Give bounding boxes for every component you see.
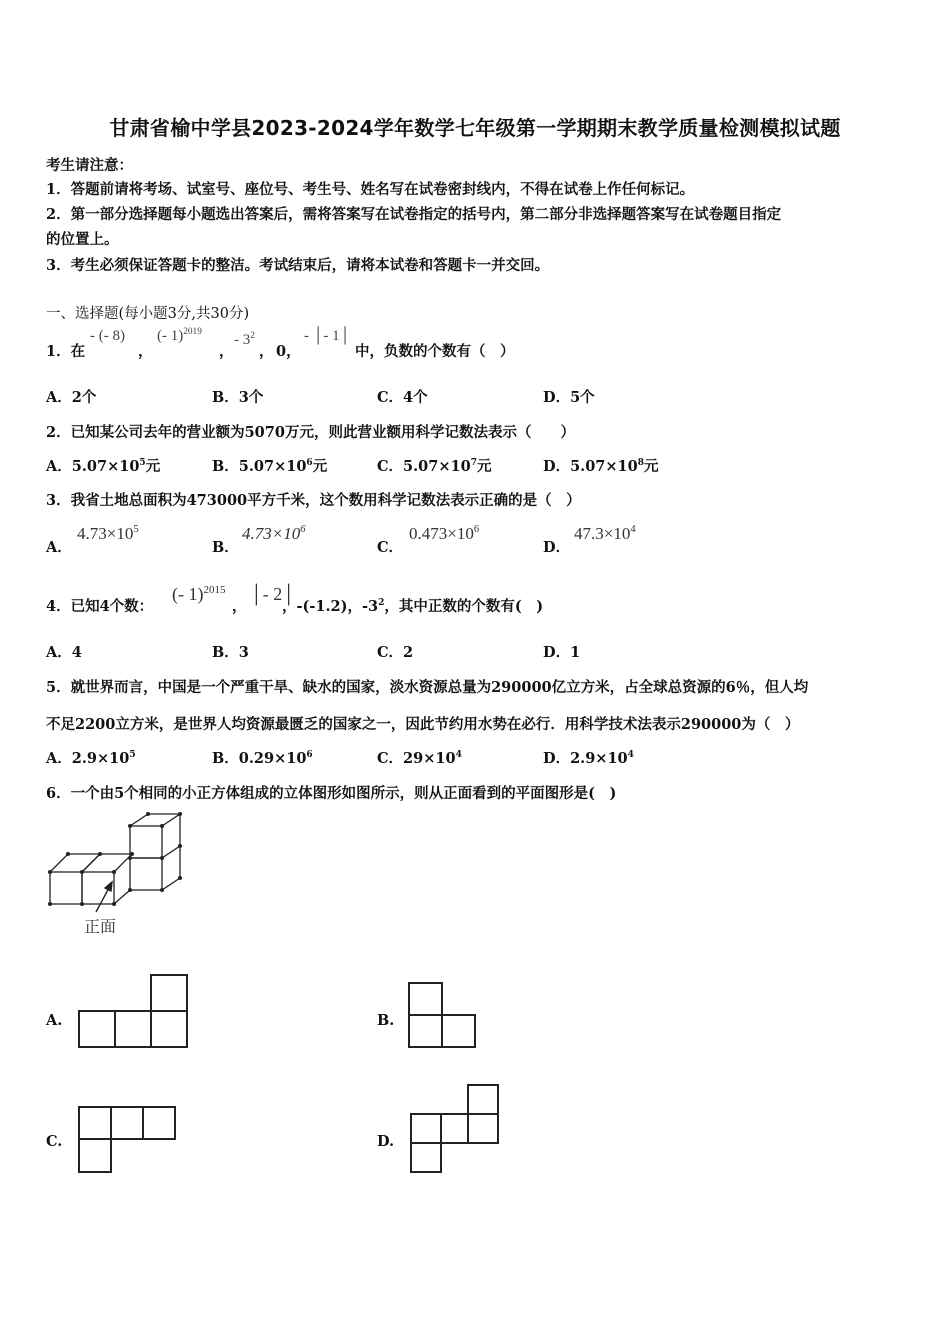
q6-figure-label: 正面 (84, 917, 117, 936)
q6-option-a-label[interactable]: A. (46, 1012, 63, 1029)
section-heading: 一、选择题(每小题3分,共30分) (46, 306, 250, 322)
q1-sep-2: ， (219, 343, 234, 360)
q3-option-b-value: $4.73\times 10^6$ (242, 524, 306, 543)
q4-sep-1: ， (232, 598, 247, 615)
q2-option-b[interactable]: B．$5.07\times 10^6$元 (212, 458, 328, 475)
q5-option-c[interactable]: C．$29\times 10^4$ (377, 750, 462, 767)
q3-stem: 3．我省土地总面积为473000平方千米，这个数用科学记数法表示正确的是（ ） (46, 492, 581, 509)
q1-expr-5: - │- 1│ (304, 328, 351, 344)
q6-option-c-figure[interactable] (76, 1104, 180, 1176)
q1-expr-2: (- 1)$^{2019}$ (157, 326, 202, 344)
q4-option-b[interactable]: B．3 (212, 644, 249, 661)
q3-option-a-value: $4.73\times 10^5$ (77, 524, 139, 543)
q1-suffix: 中，负数的个数有（ ） (355, 343, 515, 360)
q3-option-a-label[interactable]: A． (46, 539, 72, 556)
q5-option-b[interactable]: B．$0.29\times 10^6$ (212, 750, 313, 767)
q1-option-b[interactable]: B．3个 (212, 389, 264, 406)
q6-option-d-label[interactable]: D. (377, 1133, 395, 1150)
q1-option-a[interactable]: A．2个 (46, 389, 97, 406)
q6-stem: 6．一个由5个相同的小正方体组成的立体图形如图所示，则从正面看到的平面图形是( ) (46, 785, 617, 802)
q5-stem-line-2: 不足2200立方米，是世界人均资源最匮乏的国家之一，因此节约用水势在必行．用科学技术法表示290000为（ ） (46, 716, 800, 733)
q6-option-b-label[interactable]: B. (377, 1012, 395, 1029)
q2-option-a[interactable]: A．$5.07\times 10^5$元 (46, 458, 161, 475)
q1-option-c[interactable]: C．4个 (377, 389, 428, 406)
q4-prefix: 4．已知4个数： (46, 598, 154, 615)
notice-item-1: 1．答题前请将考场、试室号、座位号、考生号、姓名写在试卷密封线内，不得在试卷上作任何标记。 (46, 181, 695, 198)
notice-item-2: 2．第一部分选择题每小题选出答案后，需将答案写在试卷指定的括号内，第二部分非选择题答案写在试卷题目指定 (46, 206, 782, 223)
q1-sep-3: ， (259, 343, 274, 360)
q2-option-c[interactable]: C．$5.07\times 10^7$元 (377, 458, 492, 475)
q2-stem: 2．已知某公司去年的营业额为5070万元，则此营业额用科学记数法表示（ ） (46, 424, 575, 441)
q1-sep-1: ， (138, 343, 153, 360)
page-title: 甘肃省榆中学县2023-2024学年数学七年级第一学期期末教学质量检测模拟试题 (109, 116, 841, 140)
q1-expr-4: 0， (276, 343, 301, 360)
notice-heading: 考生请注意： (46, 157, 133, 174)
q1-expr-3: - $3^2$ (234, 330, 255, 348)
q1-prefix: 1．在 (46, 343, 86, 360)
q5-option-a[interactable]: A．$2.9\times 10^5$ (46, 750, 136, 767)
q4-option-a[interactable]: A．4 (46, 644, 82, 661)
q1-option-d[interactable]: D．5个 (543, 389, 595, 406)
q4-rest: ，-(-1.2)，$-3^2$，其中正数的个数有( ) (282, 598, 544, 615)
q4-expr-2: │- 2│ (250, 584, 295, 604)
q4-expr-1: (- 1)$^{2015}$ (172, 583, 226, 604)
q2-option-d[interactable]: D．$5.07\times 10^8$元 (543, 458, 659, 475)
q5-stem-line-1: 5．就世界而言，中国是一个严重干旱、缺水的国家，淡水资源总量为290000亿立方米，占全球总资源的6％，但人均 (46, 679, 809, 696)
notice-item-2-cont: 的位置上。 (46, 231, 119, 248)
q4-option-c[interactable]: C．2 (377, 644, 414, 661)
q6-option-c-label[interactable]: C. (46, 1133, 63, 1150)
q3-option-d-label[interactable]: D． (543, 539, 571, 556)
q3-option-c-value: $0.473\times 10^6$ (409, 524, 480, 543)
q5-option-d[interactable]: D．$2.9\times 10^4$ (543, 750, 634, 767)
q3-option-b-label[interactable]: B． (212, 539, 239, 556)
q4-option-d[interactable]: D．1 (543, 644, 581, 661)
q6-option-a-figure[interactable] (76, 974, 190, 1052)
notice-item-3: 3．考生必须保证答题卡的整洁。考试结束后，请将本试卷和答题卡一并交回。 (46, 257, 550, 274)
q1-expr-1: - (- 8) (90, 328, 125, 344)
q3-option-d-value: $47.3\times 10^4$ (574, 524, 636, 543)
q6-option-b-figure[interactable] (406, 980, 478, 1052)
q6-option-d-figure[interactable] (408, 1082, 504, 1176)
q3-option-c-label[interactable]: C． (377, 539, 404, 556)
